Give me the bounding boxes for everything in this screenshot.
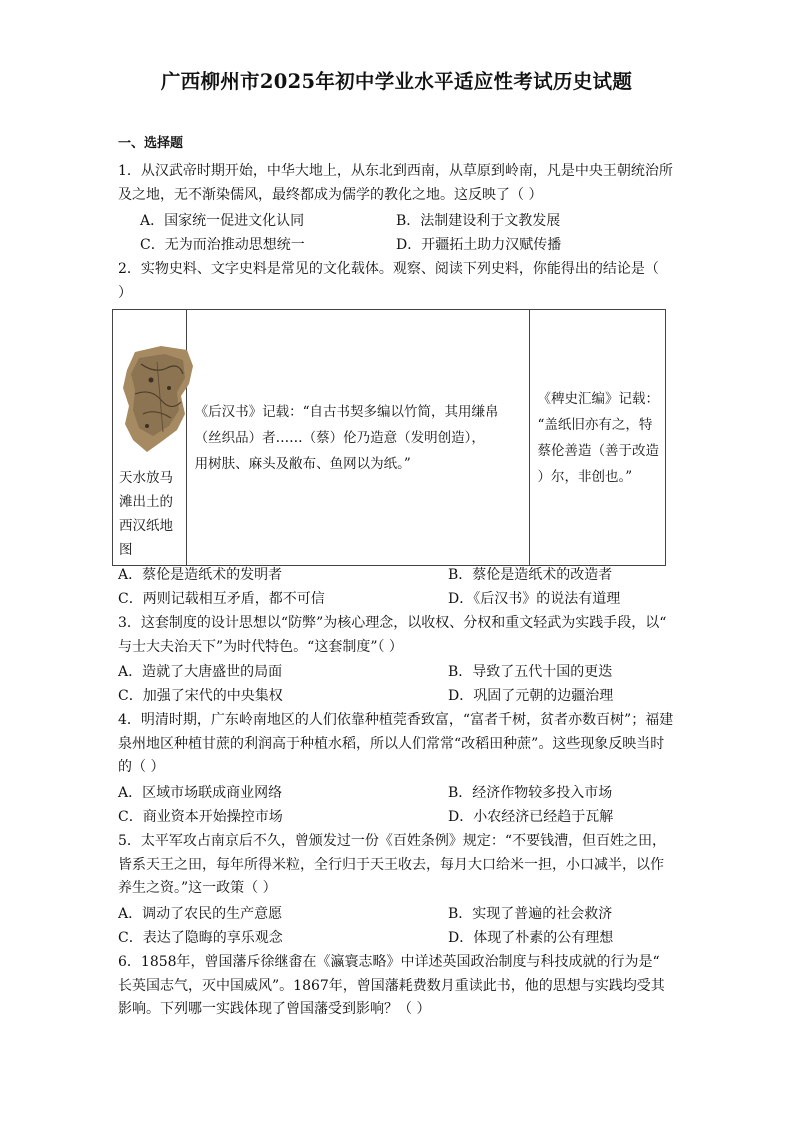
cell-line: （丝织品）者……（蔡）伦乃造意（发明创造）， [194, 429, 485, 446]
question-line: 4．明清时期，广东岭南地区的人们依靠种植莞香致富，“富者千树，贫者亦数百树”；福建 [118, 712, 674, 728]
question-line: 长英国志气，灭中国威风”。1867年，曾国藩耗费数月重读此书，他的思想与实践均受其 [118, 977, 665, 994]
option-d: D．巩固了元朝的边疆治理 [448, 688, 614, 704]
q5-options-row-2 [118, 927, 678, 951]
map-caption [119, 466, 189, 562]
q1-options-row-1 [118, 210, 678, 234]
question-line: 泉州地区种植甘蔗的利润高于种植水稻，所以人们常常“改稻田种蔗”。这些现象反映当时 [118, 735, 665, 752]
caption-line: 天水放马 [119, 470, 173, 486]
caption-line: 图 [119, 542, 133, 558]
cell-line: 用树肤、麻头及敝布、鱼网以为纸。” [194, 455, 411, 472]
source-table [112, 309, 666, 566]
question-line: 1．从汉武帝时期开始，中华大地上，从东北到西南，从草原到岭南，凡是中央王朝统治所 [118, 163, 673, 179]
question-6 [118, 951, 678, 1022]
option-b: B．导致了五代十国的更迭 [448, 664, 613, 680]
option-c: C．表达了隐晦的享乐观念 [118, 930, 283, 946]
question-2 [118, 258, 678, 305]
question-line: 影响。下列哪一实践体现了曾国藩受到影响？（ ） [118, 1001, 431, 1017]
question-1 [118, 160, 678, 207]
q1-options-row-2 [118, 234, 678, 258]
q3-options-row-2 [118, 685, 678, 709]
cell-line: 蔡伦善造（善于改造 [537, 442, 659, 459]
caption-line: 滩出土的 [119, 494, 173, 510]
bai-shi-hui-bian-cell [529, 310, 666, 566]
option-c: C．加强了宋代的中央集权 [118, 688, 283, 704]
cell-line: ）尔，非创也。” [537, 468, 633, 485]
question-line: ） [118, 284, 132, 301]
option-a: A．调动了农民的生产意愿 [118, 906, 283, 922]
q5-options-row-1 [118, 903, 678, 927]
map-cell [113, 310, 187, 566]
question-line: 3．这套制度的设计思想以“防弊”为核心理念，以收权、分权和重文轻武为实践手段，以“ [118, 615, 667, 631]
option-d: D．《后汉书》的说法有道理 [448, 591, 621, 607]
option-a: A．蔡伦是造纸术的发明者 [118, 567, 283, 583]
option-b: B．蔡伦是造纸术的改造者 [448, 567, 613, 583]
question-3 [118, 612, 678, 659]
question-line: 6．1858年，曾国藩斥徐继畬在《瀛寰志略》中详述英国政治制度与科技成就的行为是“ [118, 954, 660, 970]
section-heading: 一、选择题 [118, 136, 184, 151]
hou-han-shu-cell [186, 310, 529, 566]
question-4 [118, 709, 678, 780]
option-a: A．国家统一促进文化认同 [140, 213, 305, 229]
option-d: D．小农经济已经趋于瓦解 [448, 809, 614, 825]
option-b: B．实现了普遍的社会救济 [448, 906, 613, 922]
question-line: 皆系天王之田，每年所得米粒，全行归于天王收去，每月大口给米一担，小口减半，以作 [118, 856, 664, 873]
cell-line: “盖纸旧亦有之，特 [537, 416, 653, 433]
question-line: 与士大夫治天下”为时代特色。“这套制度”（ ） [118, 638, 403, 655]
option-c: C．无为而治推动思想统一 [140, 237, 305, 253]
question-line: 及之地，无不渐染儒风，最终都成为儒学的教化之地。这反映了（ ） [118, 186, 543, 203]
question-line: 养生之资。”这一政策（ ） [118, 880, 277, 896]
option-d: D．开疆拓土助力汉赋传播 [396, 237, 562, 253]
page-title: 广西柳州市2025年初中学业水平适应性考试历史试题 [160, 70, 633, 93]
cell-line: 《稗史汇编》记载： [537, 390, 659, 407]
option-d: D．体现了朴素的公有理想 [448, 930, 614, 946]
q2-options-row-1 [118, 564, 678, 588]
q4-options-row-1 [118, 782, 678, 806]
q4-options-row-2 [118, 806, 678, 830]
cell-line: 《后汉书》记载：“自古书契多编以竹简，其用缣帛 [194, 403, 499, 420]
caption-line: 西汉纸地 [119, 518, 173, 534]
question-line: 5．太平军攻占南京后不久，曾颁发过一份《百姓条例》规定：“不要钱漕，但百姓之田， [118, 833, 667, 849]
q3-options-row-1 [118, 661, 678, 685]
question-line: 的（ ） [118, 759, 165, 775]
option-c: C．商业资本开始操控市场 [118, 809, 283, 825]
option-c: C．两则记载相互矛盾，都不可信 [118, 591, 325, 607]
question-5 [118, 830, 678, 901]
paper-map-image [121, 344, 193, 454]
question-line: 2．实物史料、文字史料是常见的文化载体。观察、阅读下列史料，你能得出的结论是（ [118, 261, 659, 277]
option-a: A．造就了大唐盛世的局面 [118, 664, 283, 680]
option-b: B．经济作物较多投入市场 [448, 785, 613, 801]
option-b: B．法制建设利于文教发展 [396, 213, 561, 229]
q2-options-row-2 [118, 588, 678, 612]
option-a: A．区域市场联成商业网络 [118, 785, 283, 801]
